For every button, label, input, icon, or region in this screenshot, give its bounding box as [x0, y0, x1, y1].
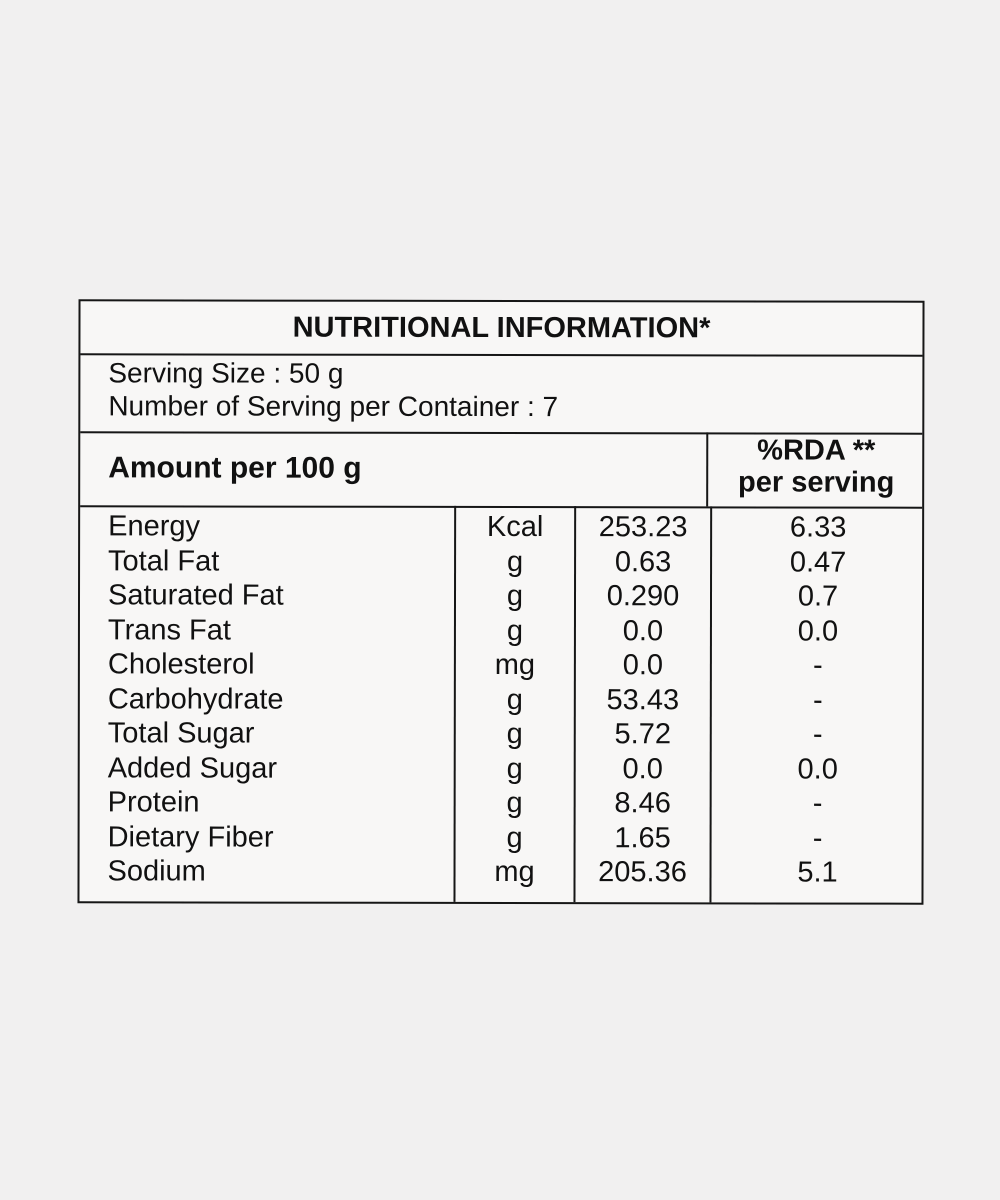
label-title: NUTRITIONAL INFORMATION* [292, 311, 711, 344]
nutrient-unit: mg [494, 648, 536, 682]
nutrient-rda: - [812, 684, 823, 717]
table-row [80, 682, 922, 718]
nutrient-name: Total Sugar [107, 717, 255, 750]
nutrient-name: Dietary Fiber [107, 820, 274, 854]
table-row [80, 716, 922, 752]
nutrient-unit: g [506, 752, 523, 785]
table-row [80, 751, 922, 787]
rda-header-line1: %RDA ** [757, 434, 876, 467]
nutrient-name: Sodium [107, 855, 206, 888]
rda-header [706, 432, 924, 506]
nutrient-unit: mg [494, 855, 535, 889]
serving-info [80, 353, 922, 434]
nutrient-rda: 5.1 [797, 856, 838, 889]
nutrient-name: Total Fat [108, 544, 220, 578]
nutrient-rda: - [813, 649, 823, 682]
title-row [80, 301, 922, 356]
table-row [80, 647, 922, 683]
nutrient-value: 0.0 [622, 752, 663, 785]
nutrient-unit: g [506, 718, 523, 751]
nutrient-rda: - [812, 718, 823, 751]
nutrient-name: Added Sugar [107, 751, 278, 785]
table-row [80, 785, 922, 821]
nutrient-unit: g [506, 683, 523, 716]
nutrient-unit: g [506, 580, 524, 613]
table-row [80, 578, 922, 614]
nutrient-rda: 0.0 [797, 753, 838, 786]
nutrient-value: 0.0 [622, 614, 664, 647]
nutrient-name: Protein [107, 786, 200, 819]
nutrient-value: 8.46 [614, 787, 671, 820]
nutrient-rda: - [812, 822, 823, 855]
nutrient-name: Carbohydrate [107, 682, 284, 716]
nutrient-rda: 0.47 [789, 546, 847, 579]
nutrient-name: Saturated Fat [107, 579, 284, 612]
table-row [79, 854, 921, 890]
table-header [80, 431, 922, 508]
nutrient-value: 205.36 [598, 856, 687, 889]
nutrient-value: 253.23 [598, 511, 688, 544]
nutrient-unit: Kcal [486, 510, 544, 544]
nutrient-unit: g [506, 787, 523, 820]
nutrient-rda: 6.33 [789, 511, 847, 544]
nutrient-value: 0.0 [622, 649, 664, 682]
table-row [80, 544, 922, 580]
nutrient-unit: g [506, 545, 524, 578]
nutrient-name: Energy [108, 510, 201, 543]
serving-size: Serving Size : 50 g [108, 357, 344, 389]
amount-per-header: Amount per 100 g [108, 451, 362, 485]
nutrient-value: 0.63 [614, 545, 672, 578]
servings-per-container: Number of Serving per Container : 7 [108, 390, 559, 423]
table-row [80, 820, 922, 856]
nutrient-unit: g [506, 821, 523, 854]
table-row [80, 509, 922, 545]
nutrient-rda: - [812, 787, 823, 820]
nutrient-rda: 0.0 [797, 615, 839, 648]
rda-header-line2: per serving [738, 466, 895, 499]
nutrient-value: 53.43 [606, 683, 680, 716]
nutrient-rda: 0.7 [797, 580, 839, 613]
nutrient-name: Trans Fat [107, 613, 231, 647]
nutrient-unit: g [506, 614, 524, 647]
nutrient-value: 5.72 [614, 718, 672, 751]
nutrient-table [79, 505, 922, 902]
nutrient-value: 0.290 [606, 580, 680, 613]
table-row [80, 613, 922, 649]
nutrient-name: Cholesterol [107, 648, 255, 681]
nutrition-label [77, 299, 924, 904]
nutrient-value: 1.65 [614, 821, 671, 854]
